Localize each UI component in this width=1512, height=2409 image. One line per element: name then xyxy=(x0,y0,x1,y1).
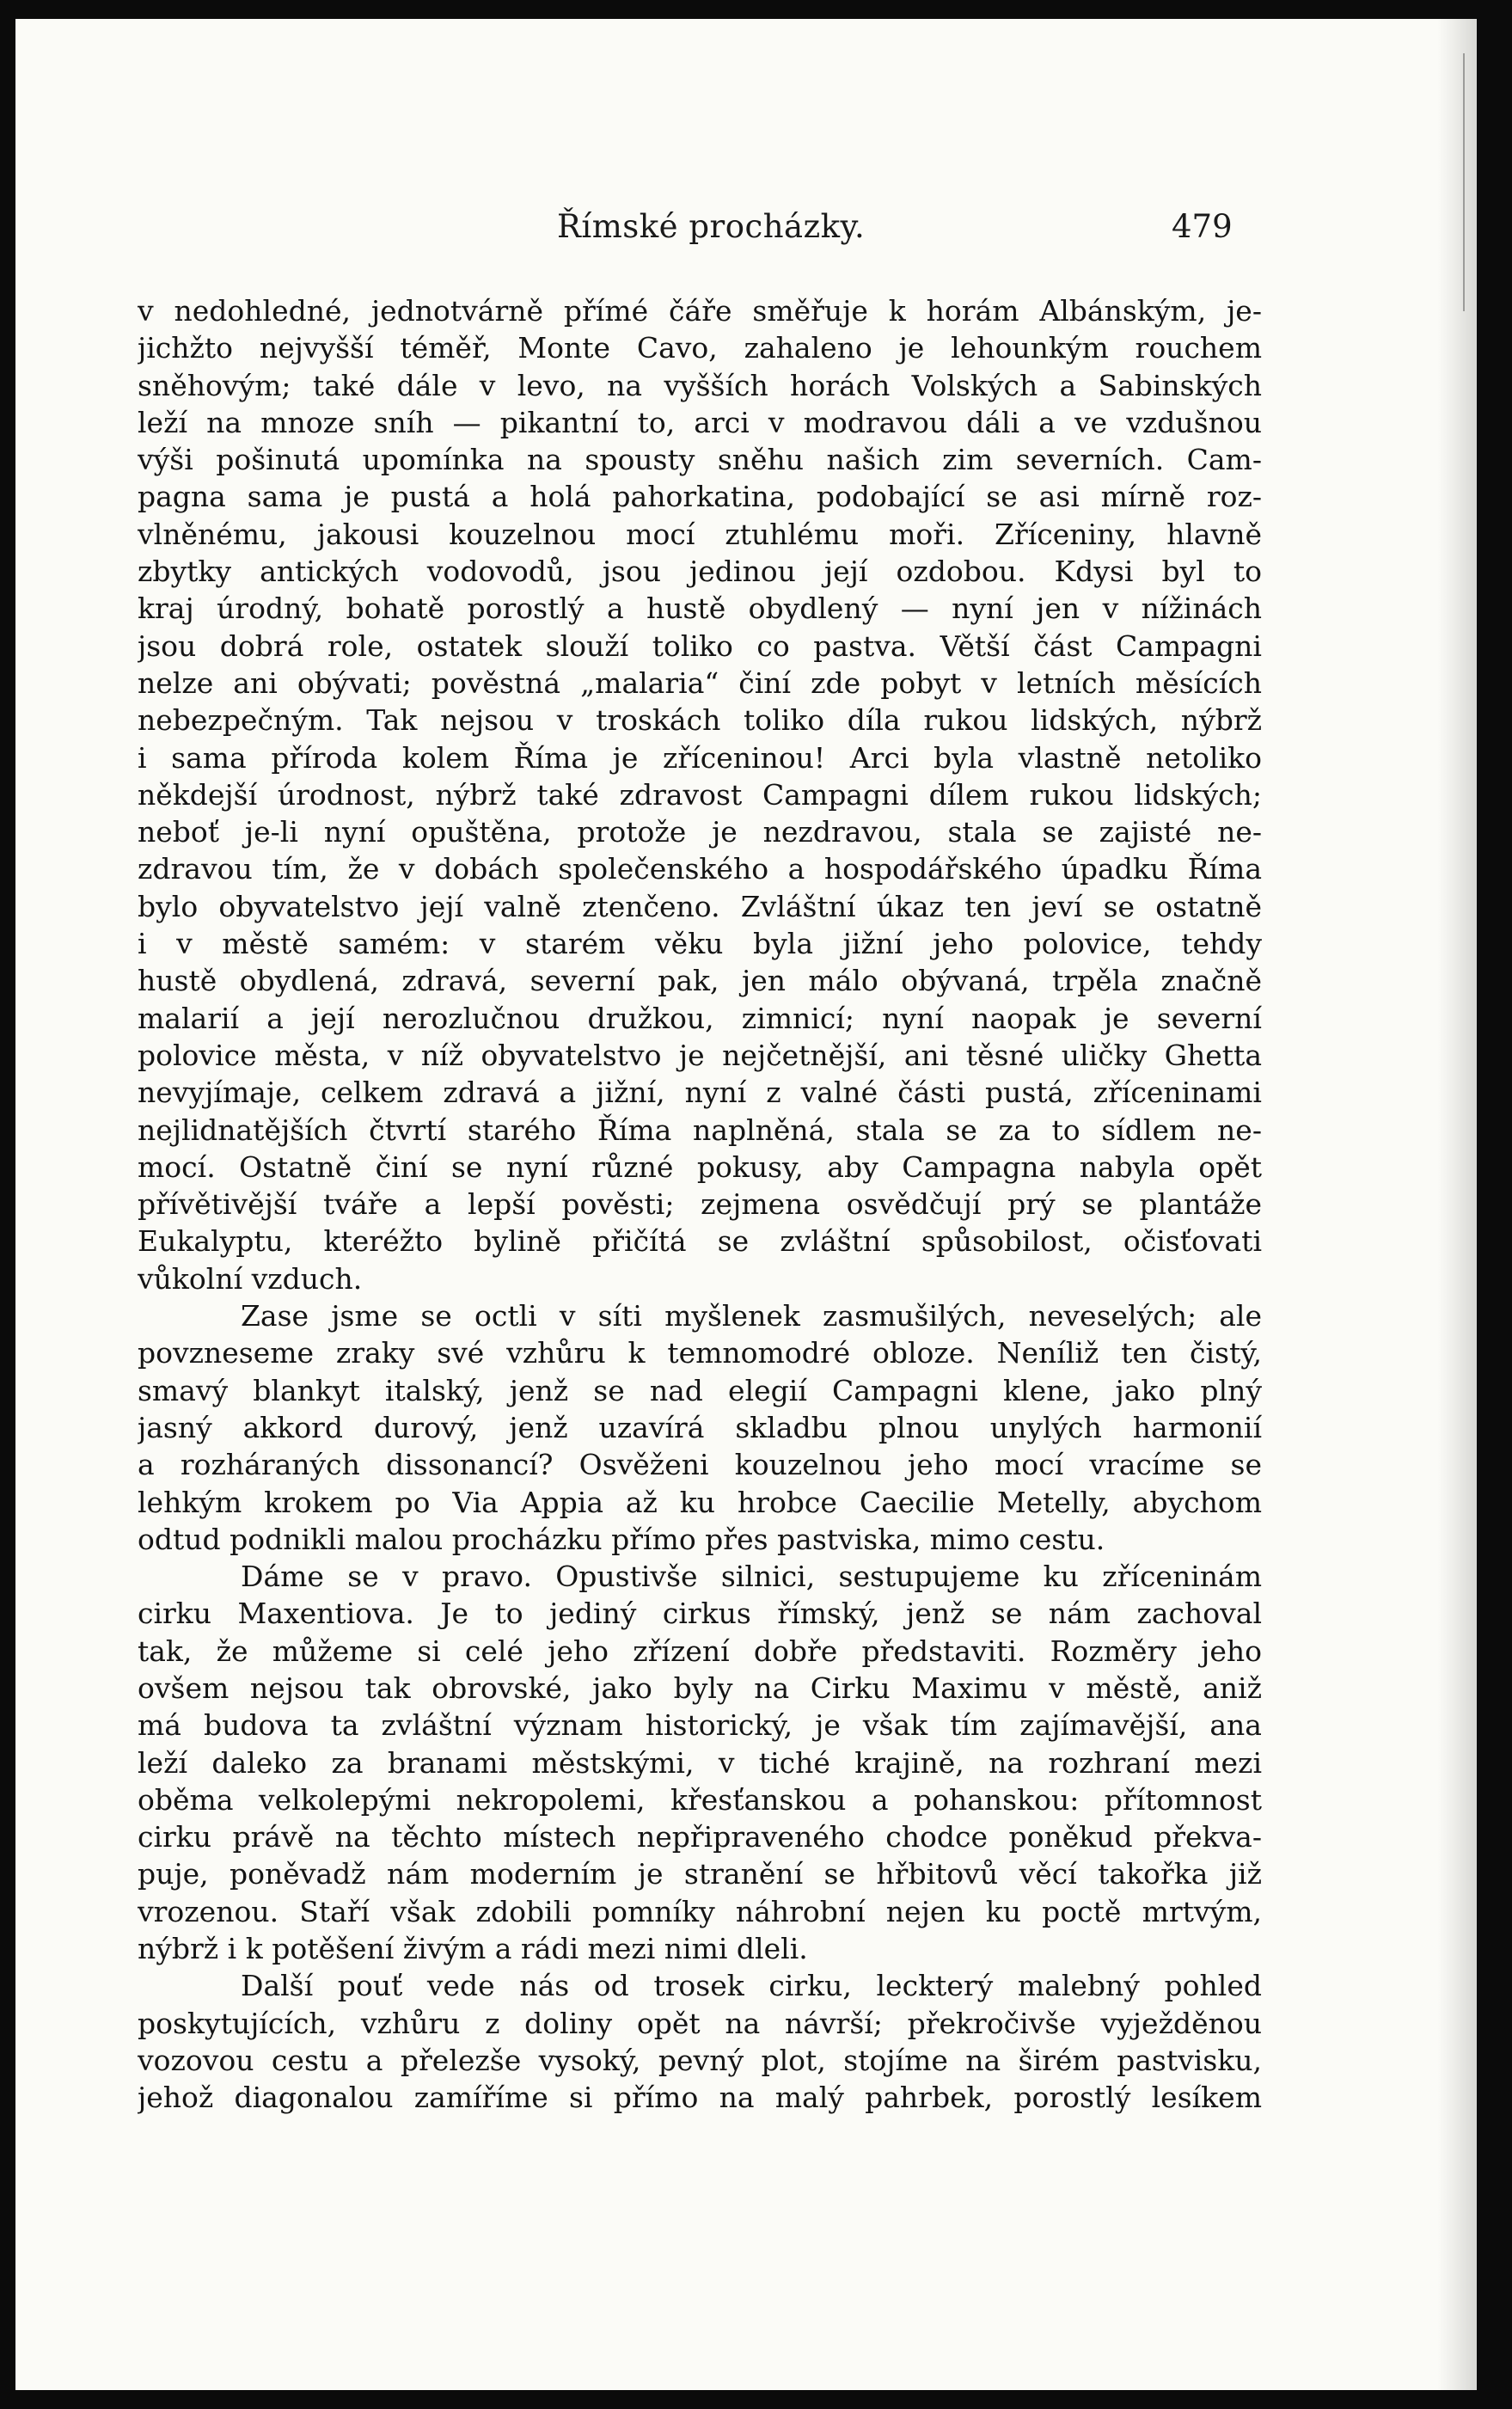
text-line: lehkým krokem po Via Appia až ku hrobce Caecilie Metelly, abychom xyxy=(138,1485,1262,1519)
text-line: nejlidnatějších čtvrtí starého Říma naplněná, stala se za to sídlem ne- xyxy=(138,1113,1262,1147)
text-line: cirku právě na těchto místech nepřipraveného chodce poněkud překva- xyxy=(138,1820,1262,1854)
text-line: oběma velkolepými nekropolemi, křesťanskou a pohanskou: přítomnost xyxy=(138,1782,1262,1817)
text-line: a rozháraných dissonancí? Osvěženi kouzelnou jeho mocí vracíme se xyxy=(138,1448,1262,1482)
text-line: Eukalyptu, kteréžto bylině přičítá se zvláštní spůsobilost, očisťovati xyxy=(138,1224,1262,1259)
text-line: Dáme se v pravo. Opustivše silnici, sestupujeme ku zříceninám xyxy=(241,1560,1262,1594)
text-line: vozovou cestu a přelezše vysoký, pevný plot, stojíme na širém pastvisku, xyxy=(138,2043,1262,2077)
text-line: polovice města, v níž obyvatelstvo je nejčetnější, ani těsné uličky Ghetta xyxy=(138,1038,1262,1072)
page-number: 479 xyxy=(1172,208,1233,245)
text-line: hustě obydlená, zdravá, severní pak, jen málo obývaná, trpěla značně xyxy=(138,964,1262,998)
text-line: povzneseme zraky své vzhůru k temnomodré obloze. Neníliž ten čistý, xyxy=(138,1336,1262,1370)
text-line: zbytky antických vodovodů, jsou jedinou její ozdobou. Kdysi byl to xyxy=(138,555,1262,589)
text-line: vrozenou. Staří však zdobili pomníky náhrobní nejen ku poctě mrtvým, xyxy=(138,1894,1262,1928)
text-line: přívětivější tváře a lepší pověsti; zejmena osvědčují prý se plantáže xyxy=(138,1187,1262,1222)
text-line: leží daleko za branami městskými, v tiché krajině, na rozhraní mezi xyxy=(138,1745,1262,1780)
text-line: nebezpečným. Tak nejsou v troskách toliko díla rukou lidských, nýbrž xyxy=(138,703,1262,738)
body-text xyxy=(138,292,1262,2117)
text-line: bylo obyvatelstvo její valně ztenčeno. Zvláštní úkaz ten jeví se ostatně xyxy=(138,889,1262,923)
text-line: zdravou tím, že v dobách společenského a hospodářského úpadku Říma xyxy=(138,852,1262,886)
text-line: nevyjímaje, celkem zdravá a jižní, nyní z valné části pustá, zříceninami xyxy=(138,1076,1262,1110)
text-line: pagna sama je pustá a holá pahorkatina, podobající se asi mírně roz- xyxy=(138,480,1262,514)
text-line: neboť je-li nyní opuštěna, protože je nezdravou, stala se zajisté ne- xyxy=(138,815,1262,849)
text-line: má budova ta zvláštní význam historický, je však tím zajímavější, ana xyxy=(138,1708,1262,1743)
text-line: smavý blankyt italský, jenž se nad elegií Campagni klene, jako plný xyxy=(138,1373,1262,1407)
text-line: tak, že můžeme si celé jeho zřízení dobře představiti. Rozměry jeho xyxy=(138,1634,1262,1668)
text-line: i v městě samém: v starém věku byla jižní jeho polovice, tehdy xyxy=(138,927,1262,961)
text-line: jsou dobrá role, ostatek slouží toliko co pastva. Větší část Campagni xyxy=(138,628,1262,663)
text-line: nelze ani obývati; pověstná „malaria“ činí zde pobyt v letních měsících xyxy=(138,665,1262,700)
text-line: Další pouť vede nás od trosek cirku, leckterý malebný pohled xyxy=(241,1969,1262,2003)
text-line: leží na mnoze sníh — pikantní to, arci v modravou dáli a ve vzdušnou xyxy=(138,405,1262,439)
page-edge-shadow xyxy=(1437,19,1477,2390)
text-line: někdejší úrodnost, nýbrž také zdravost Campagni dílem rukou lidských; xyxy=(138,777,1262,812)
text-line: vůkolní vzduch. xyxy=(138,1261,363,1296)
text-line: poskytujících, vzhůru z doliny opět na návrší; překročivše vyježděnou xyxy=(138,2006,1262,2040)
text-line: jasný akkord durový, jenž uzavírá skladbu plnou unylých harmonií xyxy=(138,1410,1262,1444)
text-line: výši pošinutá upomínka na spousty sněhu našich zim severních. Cam- xyxy=(138,443,1262,477)
text-line: i sama příroda kolem Říma je zříceninou! Arci byla vlastně netoliko xyxy=(138,740,1262,775)
text-line: cirku Maxentiova. Je to jediný cirkus římský, jenž se nám zachoval xyxy=(138,1597,1262,1631)
text-line: ovšem nejsou tak obrovské, jako byly na Cirku Maximu v městě, aniž xyxy=(138,1670,1262,1705)
text-line: malarií a její nerozlučnou družkou, zimnicí; nyní naopak je severní xyxy=(138,1001,1262,1035)
text-line: v nedohledné, jednotvárně přímé čáře směřuje k horám Albánským, je- xyxy=(138,294,1262,328)
text-line: mocí. Ostatně činí se nyní různé pokusy, aby Campagna nabyla opět xyxy=(138,1149,1262,1184)
book-page xyxy=(15,19,1477,2390)
text-line: Zase jsme se octli v síti myšlenek zasmušilých, neveselých; ale xyxy=(241,1299,1262,1333)
page-header xyxy=(15,208,1477,251)
page-edge-mark xyxy=(1463,53,1465,311)
text-line: jehož diagonalou zamíříme si přímo na malý pahrbek, porostlý lesíkem xyxy=(138,2081,1262,2115)
text-line: puje, poněvadž nám moderním je stranění se hřbitovů věcí takořka již xyxy=(138,1857,1262,1891)
text-line: odtud podnikli malou procházku přímo přes pastviska, mimo cestu. xyxy=(138,1522,1105,1556)
running-title: Římské procházky. xyxy=(557,208,866,245)
text-line: vlněnému, jakousi kouzelnou mocí ztuhlému moři. Zříceniny, hlavně xyxy=(138,517,1262,551)
text-line: nýbrž i k potěšení živým a rádi mezi nimi dleli. xyxy=(138,1932,808,1966)
text-line: kraj úrodný, bohatě porostlý a hustě obydlený — nyní jen v nížinách xyxy=(138,592,1262,626)
text-line: sněhovým; také dále v levo, na vyšších horách Volských a Sabinských xyxy=(138,368,1262,402)
text-line: jichžto nejvyšší téměř, Monte Cavo, zahaleno je lehounkým rouchem xyxy=(138,331,1262,365)
